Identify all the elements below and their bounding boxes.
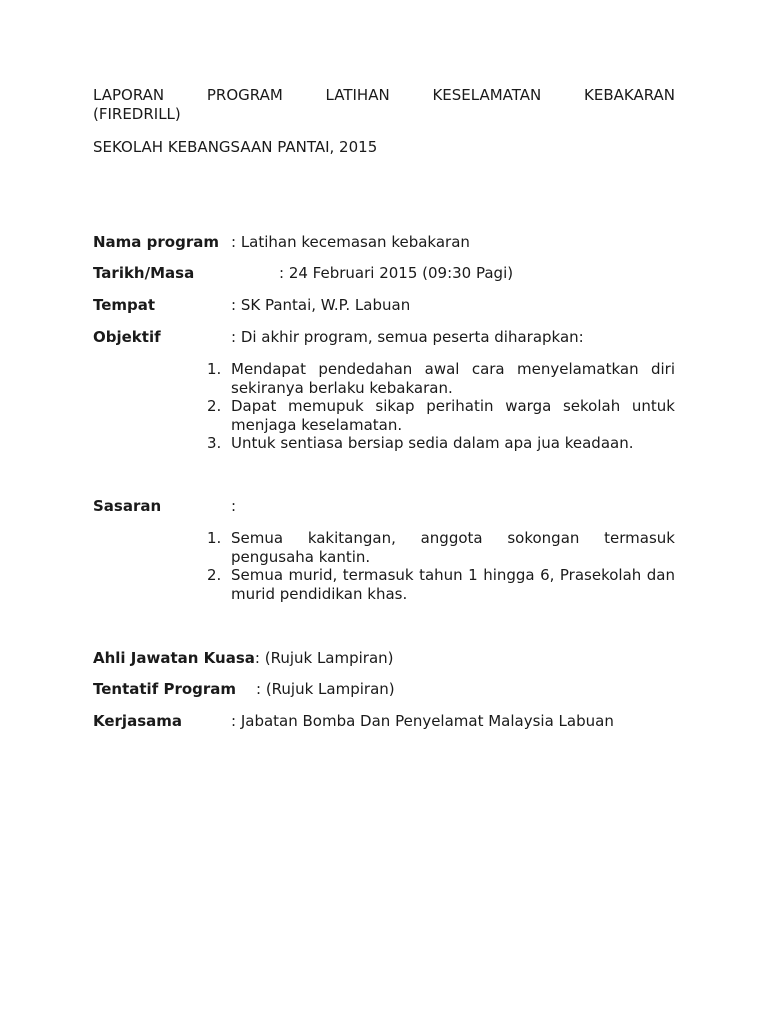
sasaran-list <box>207 529 675 603</box>
list-item <box>207 360 675 397</box>
title-word: KESELAMATAN <box>432 86 542 104</box>
list-item-text: Untuk sentiasa bersiap sedia dalam apa jua keadaan. <box>231 434 634 452</box>
list-item-text: Semua murid, termasuk tahun 1 hingga 6, Prasekolah dan murid pendidikan khas. <box>231 566 675 603</box>
field-ajk <box>93 649 394 667</box>
field-tentatif <box>93 680 236 698</box>
title-word: PROGRAM <box>206 86 283 104</box>
field-label: Kerjasama <box>93 712 182 730</box>
list-item <box>207 434 675 453</box>
title-word: LAPORAN <box>93 86 165 104</box>
field-value-sasaran: : <box>231 497 237 515</box>
field-label: Sasaran <box>93 497 162 515</box>
field-kerjasama <box>93 712 182 730</box>
title-word: LATIHAN <box>325 86 390 104</box>
list-item-number: 2. <box>207 566 222 584</box>
field-sasaran <box>93 497 161 515</box>
list-item-text: Mendapat pendedahan awal cara menyelamatkan diri sekiranya berlaku kebakaran. <box>231 360 675 397</box>
report-title-line-2: (FIREDRILL) <box>93 105 181 123</box>
field-label: Tarikh/Masa <box>93 264 195 282</box>
field-label: Tempat <box>93 296 156 314</box>
field-value-kerjasama: : Jabatan Bomba Dan Penyelamat Malaysia Labuan <box>231 712 614 730</box>
report-subtitle: SEKOLAH KEBANGSAAN PANTAI, 2015 <box>93 138 378 156</box>
field-value-tentatif: : (Rujuk Lampiran) <box>256 680 395 698</box>
list-item <box>207 397 675 434</box>
report-title-line-1 <box>93 86 675 105</box>
field-label: Nama program <box>93 233 219 251</box>
title-word: KEBAKARAN <box>584 86 675 104</box>
field-tarikh-masa <box>93 264 194 282</box>
list-item-number: 3. <box>207 434 222 452</box>
field-label: Objektif <box>93 328 161 346</box>
field-label: Ahli Jawatan Kuasa <box>93 649 255 667</box>
list-item-text: Semua kakitangan, anggota sokongan termasuk pengusaha kantin. <box>231 529 675 566</box>
field-value-tarikh-masa: : 24 Februari 2015 (09:30 Pagi) <box>279 264 514 282</box>
list-item-number: 1. <box>207 529 222 547</box>
field-value-ajk: : (Rujuk Lampiran) <box>254 649 394 667</box>
field-value-nama-program: : Latihan kecemasan kebakaran <box>231 233 470 251</box>
list-item <box>207 566 675 603</box>
report-title <box>93 86 675 124</box>
list-item-text: Dapat memupuk sikap perihatin warga sekolah untuk menjaga keselamatan. <box>231 397 675 434</box>
field-value-tempat: : SK Pantai, W.P. Labuan <box>231 296 411 314</box>
field-label: Tentatif Program <box>93 680 237 698</box>
field-nama-program <box>93 233 219 251</box>
objektif-list <box>207 360 675 453</box>
list-item-number: 2. <box>207 397 222 415</box>
field-value-objektif: : Di akhir program, semua peserta diharapkan: <box>231 328 584 346</box>
list-item-number: 1. <box>207 360 222 378</box>
field-objektif <box>93 328 161 346</box>
field-tempat <box>93 296 155 314</box>
list-item <box>207 529 675 566</box>
